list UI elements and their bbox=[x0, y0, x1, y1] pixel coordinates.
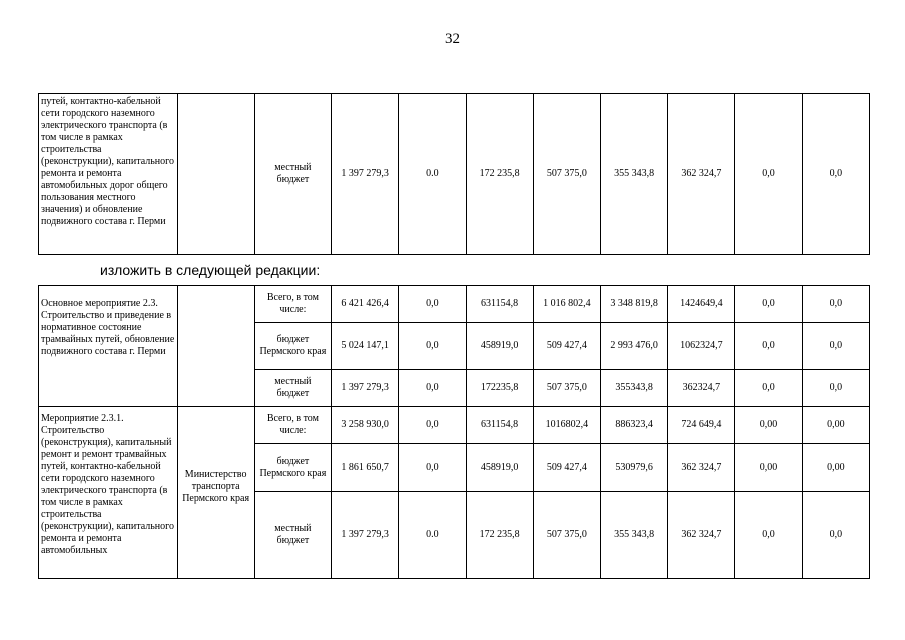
value-cell: 631154,8 bbox=[466, 407, 533, 444]
value-cell: 631154,8 bbox=[466, 286, 533, 323]
value-cell: 0,0 bbox=[399, 370, 466, 407]
value-cell: 1 397 279,3 bbox=[332, 94, 399, 255]
funding-source-cell: бюджет Пермского края bbox=[254, 444, 331, 492]
value-cell: 724 649,4 bbox=[668, 407, 735, 444]
value-cell: 0,0 bbox=[735, 286, 802, 323]
value-cell: 1424649,4 bbox=[668, 286, 735, 323]
value-cell: 507 375,0 bbox=[533, 94, 600, 255]
value-cell: 1 397 279,3 bbox=[332, 492, 399, 579]
organization-cell bbox=[177, 94, 254, 255]
funding-source-cell: Всего, в том числе: bbox=[254, 407, 331, 444]
edit-caption: изложить в следующей редакции: bbox=[100, 262, 321, 278]
value-cell: 5 024 147,1 bbox=[332, 323, 399, 370]
page-number: 32 bbox=[445, 31, 460, 47]
description-cell: путей, контактно-кабельной сети городского наземного электрического транспорта (в том числе в рамках строительства (реконструкции), капитального ремонта и ремонта автомобильных дорог общего пользования местного значения) и обновление подвижного состава г. Перми bbox=[39, 94, 178, 255]
value-cell: 1062324,7 bbox=[668, 323, 735, 370]
value-cell: 0,0 bbox=[802, 94, 869, 255]
table-row bbox=[39, 94, 870, 255]
value-cell: 507 375,0 bbox=[533, 370, 600, 407]
value-cell: 362 324,7 bbox=[668, 444, 735, 492]
organization-cell: Министерство транспорта Пермского края bbox=[177, 407, 254, 579]
value-cell: 0,0 bbox=[735, 94, 802, 255]
value-cell: 0,0 bbox=[802, 323, 869, 370]
value-cell: 509 427,4 bbox=[533, 444, 600, 492]
value-cell: 0.0 bbox=[399, 492, 466, 579]
value-cell: 0,0 bbox=[399, 444, 466, 492]
value-cell: 172 235,8 bbox=[466, 94, 533, 255]
value-cell: 3 348 819,8 bbox=[600, 286, 667, 323]
value-cell: 2 993 476,0 bbox=[600, 323, 667, 370]
value-cell: 355 343,8 bbox=[600, 94, 667, 255]
value-cell: 362 324,7 bbox=[668, 94, 735, 255]
description-cell: Основное мероприятие 2.3. Строительство и приведение в нормативное состояние трамвайных путей, обновление подвижного состава г. Перми bbox=[39, 286, 178, 407]
value-cell: 0,00 bbox=[735, 407, 802, 444]
value-cell: 0,00 bbox=[735, 444, 802, 492]
value-cell: 509 427,4 bbox=[533, 323, 600, 370]
value-cell: 0,0 bbox=[802, 370, 869, 407]
value-cell: 0,0 bbox=[735, 323, 802, 370]
value-cell: 355343,8 bbox=[600, 370, 667, 407]
value-cell: 530979,6 bbox=[600, 444, 667, 492]
value-cell: 507 375,0 bbox=[533, 492, 600, 579]
value-cell: 0.0 bbox=[399, 94, 466, 255]
value-cell: 0,00 bbox=[802, 407, 869, 444]
value-cell: 362 324,7 bbox=[668, 492, 735, 579]
value-cell: 0,0 bbox=[399, 323, 466, 370]
value-cell: 1 861 650,7 bbox=[332, 444, 399, 492]
organization-cell bbox=[177, 286, 254, 407]
value-cell: 0,0 bbox=[399, 286, 466, 323]
funding-source-cell: бюджет Пермского края bbox=[254, 323, 331, 370]
table-row bbox=[39, 407, 870, 444]
funding-source-cell: Всего, в том числе: bbox=[254, 286, 331, 323]
value-cell: 355 343,8 bbox=[600, 492, 667, 579]
funding-source-cell: местный бюджет bbox=[254, 492, 331, 579]
value-cell: 0,00 bbox=[802, 444, 869, 492]
funding-source-cell: местный бюджет bbox=[254, 94, 331, 255]
table-top bbox=[38, 93, 870, 255]
value-cell: 0,0 bbox=[802, 492, 869, 579]
description-cell: Мероприятие 2.3.1. Строительство (реконструкция), капитальный ремонт и ремонт трамвайных путей, контактно-кабельной сети городского наземного электрического транспорта (в том числе в рамках строительства (реконструкции), капитального ремонта и ремонта автомобильных bbox=[39, 407, 178, 579]
value-cell: 1016802,4 bbox=[533, 407, 600, 444]
value-cell: 886323,4 bbox=[600, 407, 667, 444]
funding-source-cell: местный бюджет bbox=[254, 370, 331, 407]
value-cell: 458919,0 bbox=[466, 444, 533, 492]
value-cell: 3 258 930,0 bbox=[332, 407, 399, 444]
value-cell: 172235,8 bbox=[466, 370, 533, 407]
value-cell: 0,0 bbox=[399, 407, 466, 444]
value-cell: 172 235,8 bbox=[466, 492, 533, 579]
table-row bbox=[39, 286, 870, 323]
value-cell: 458919,0 bbox=[466, 323, 533, 370]
value-cell: 1 397 279,3 bbox=[332, 370, 399, 407]
value-cell: 0,0 bbox=[735, 370, 802, 407]
value-cell: 0,0 bbox=[735, 492, 802, 579]
value-cell: 362324,7 bbox=[668, 370, 735, 407]
value-cell: 6 421 426,4 bbox=[332, 286, 399, 323]
value-cell: 1 016 802,4 bbox=[533, 286, 600, 323]
table-main bbox=[38, 285, 870, 579]
value-cell: 0,0 bbox=[802, 286, 869, 323]
